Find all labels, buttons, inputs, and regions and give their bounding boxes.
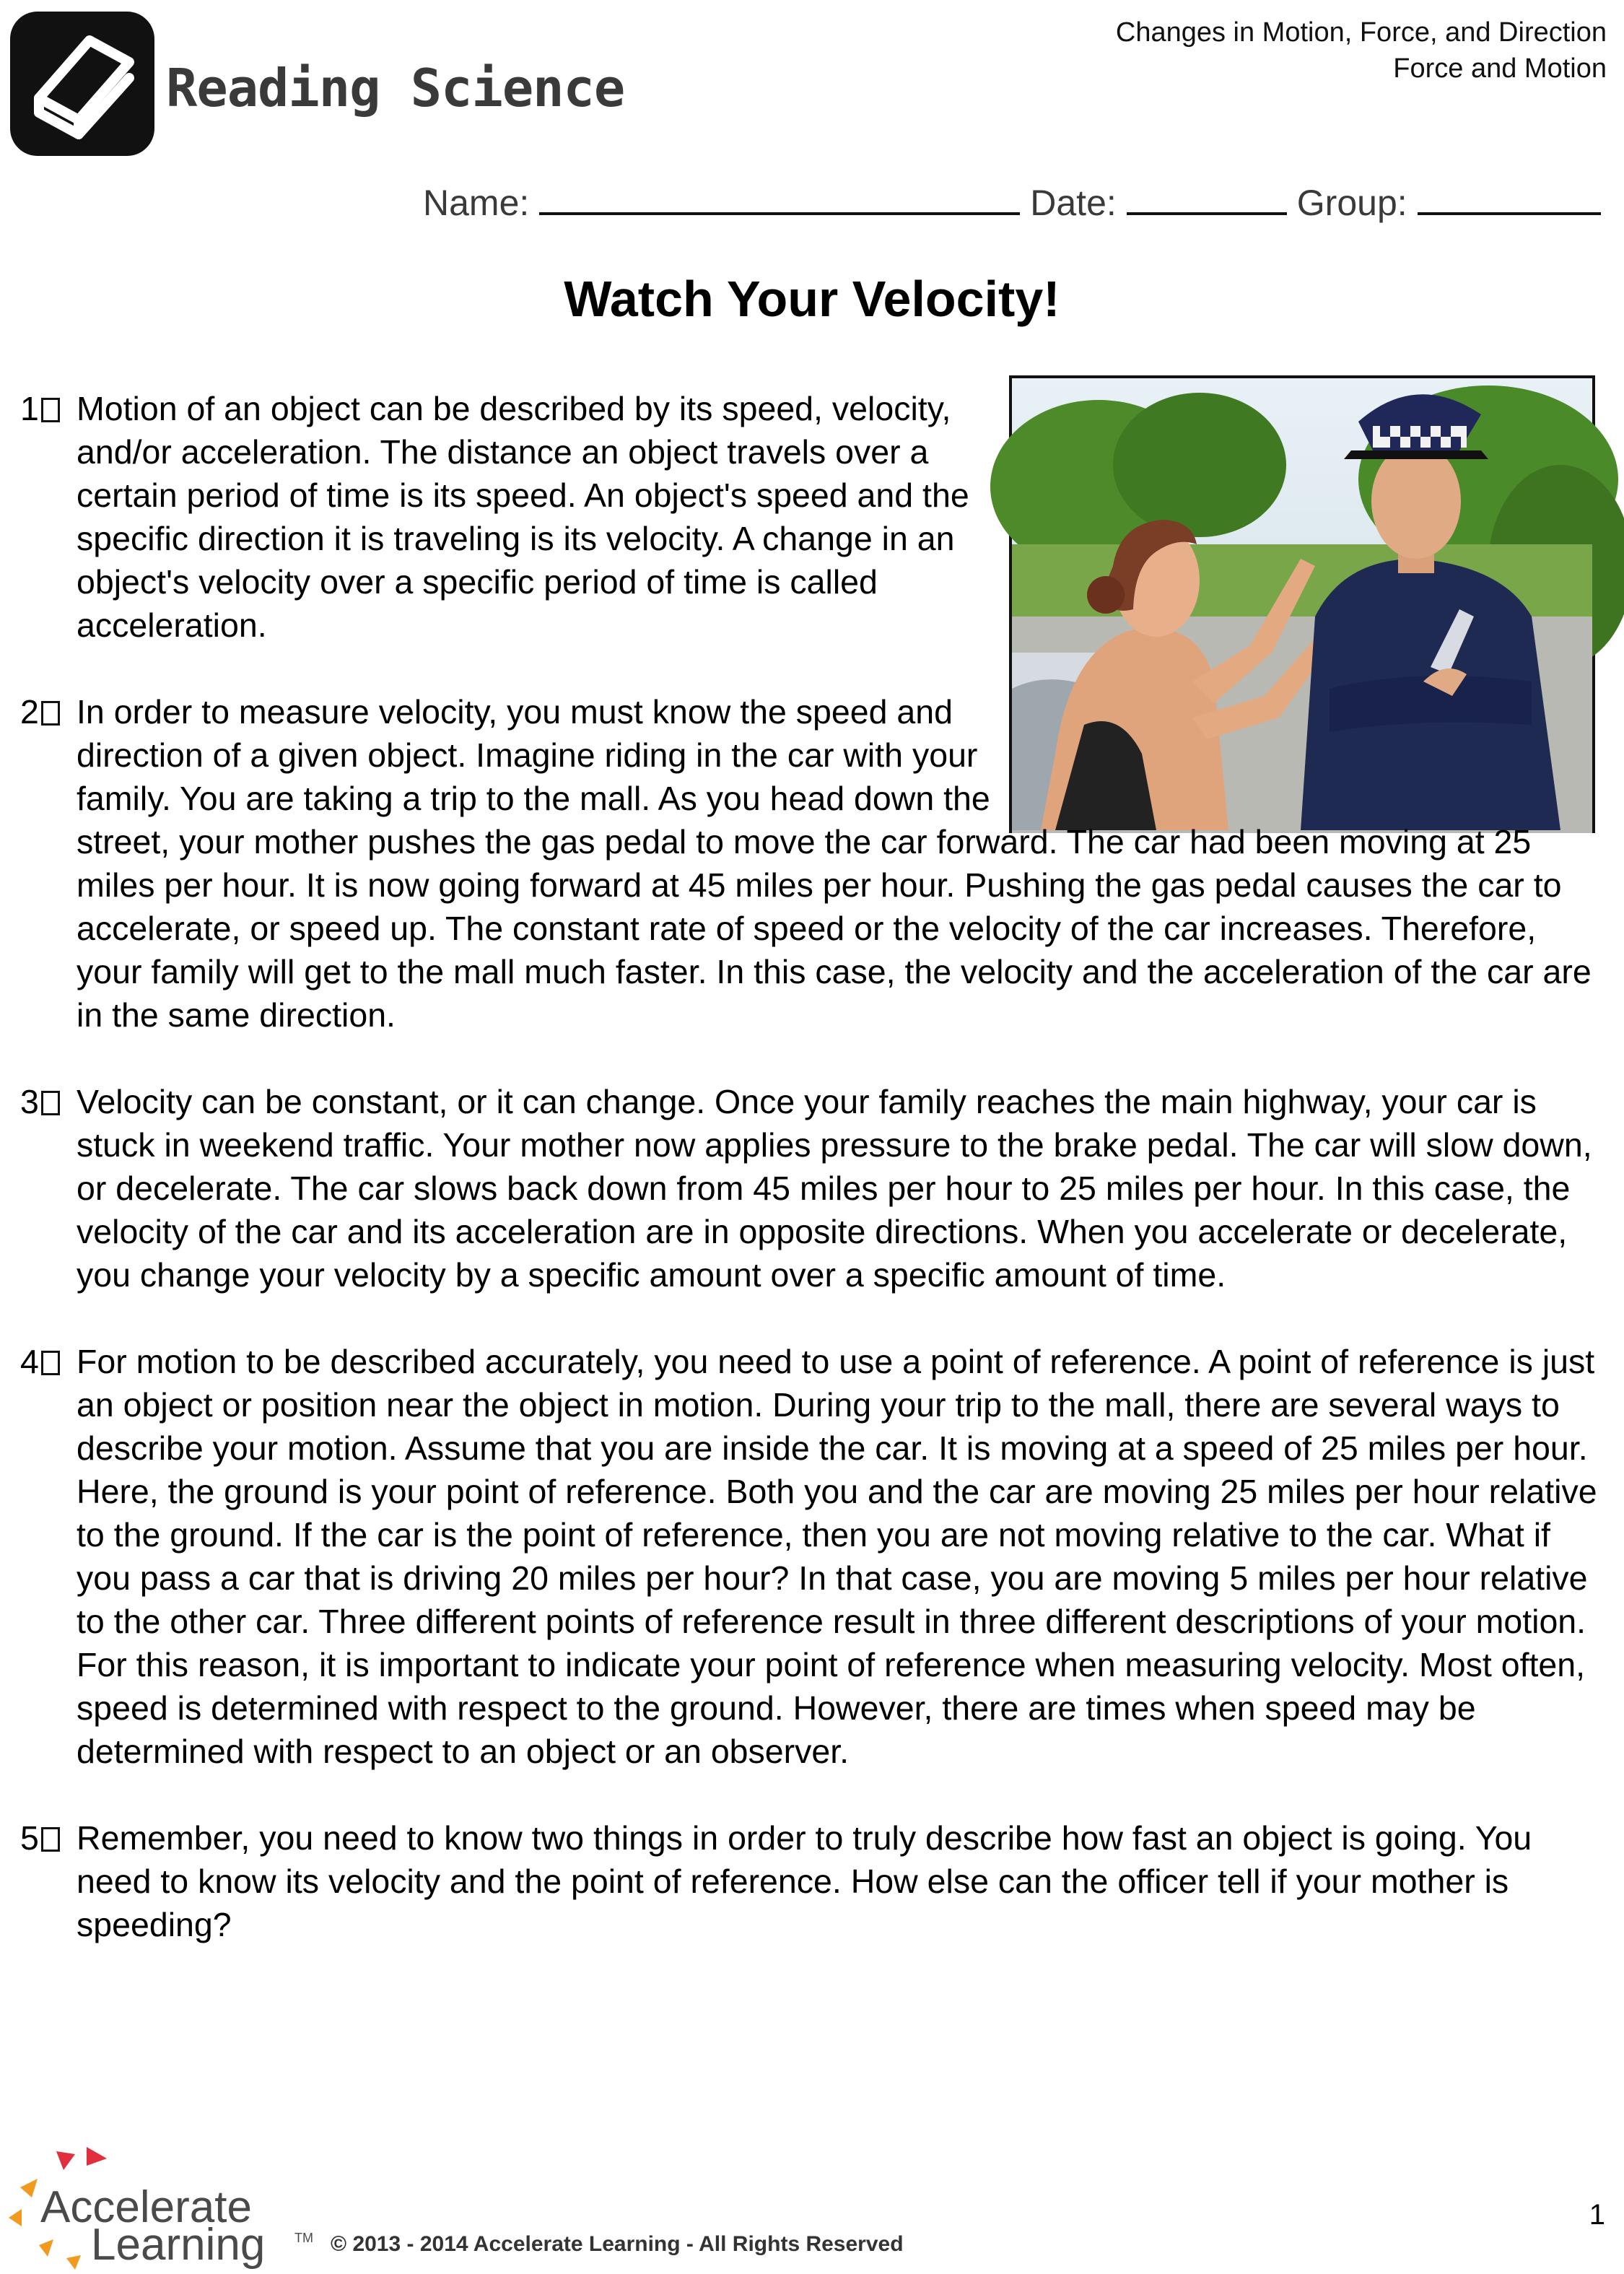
unit-heading	[1116, 14, 1607, 87]
paragraph-1	[20, 387, 1008, 647]
paragraph-text: Velocity can be constant, or it can change. Once your family reaches the main highway, your car is stuck in weekend traffic. Your mother now applies pressure to the brake pedal. The car will slow down, or decelerate. The car slows back down from 45 miles per hour to 25 miles per hour. In this case, the velocity of the car and its acceleration are in opposite directions. When you accelerate or decelerate, you change your velocity by a specific amount over a specific amount of time.	[77, 1083, 1592, 1294]
checkbox-glyph	[41, 1827, 60, 1852]
paragraph-4	[20, 1340, 1605, 1773]
page-title: Watch Your Velocity!	[564, 271, 1060, 327]
brand-title: Reading Science	[166, 58, 625, 118]
checkbox-glyph	[41, 398, 60, 422]
paragraph-text: In order to measure velocity, you must know the speed and direction of a given object. Imagine riding in the car with your family. You are taking a trip to the mall. As you head down the street, your mother pushes the gas pedal to move the car forward. The car had been moving at 25 miles per hour. It is now going forward at 45 miles per hour. Pushing the gas pedal causes the car to accelerate, or speed up. The constant rate of speed or the velocity of the car increases. Therefore, your family will get to the mall much faster. In this case, the velocity and the acceleration of the car are in the same direction.	[77, 693, 1592, 1034]
paragraph-text: Motion of an object can be described by its speed, velocity, and/or acceleration. The distance an object travels over a certain period of time is its speed. An object's speed and the specific direction it is traveling is its velocity. A change in an object's velocity over a specific period of time is called acceleration.	[77, 390, 969, 644]
student-info-line	[423, 182, 1601, 224]
date-field[interactable]	[1127, 183, 1287, 215]
paragraph-number	[20, 690, 60, 733]
image-wrap-spacer	[1013, 690, 1605, 820]
copyright-notice: © 2013 - 2014 Accelerate Learning - All Rights Reserved	[331, 2232, 904, 2256]
accelerate-learning-logo	[6, 2137, 313, 2274]
paragraph-number-text: 4	[20, 1343, 39, 1380]
group-label: Group:	[1296, 183, 1407, 223]
reading-science-book-icon	[10, 12, 154, 156]
paragraph-number	[20, 387, 60, 430]
paragraph-text: For motion to be described accurately, you need to use a point of reference. A point of reference is just an object or position near the object in motion. During your trip to the mall, there are several ways to describe your motion. Assume that you are inside the car. It is moving at a speed of 25 miles per hour. Here, the ground is your point of reference. Both you and the car are moving 25 miles per hour relative to the ground. If the car is the point of reference, then you are not moving relative to the car. What if you pass a car that is driving 20 miles per hour? In that case, you are moving 5 miles per hour relative to the other car. Three different points of reference result in three different descriptions of your motion. For this reason, it is important to indicate your point of reference when measuring velocity. Most often, speed is determined with respect to the ground. However, there are times when speed may be determined with respect to an object or an observer.	[77, 1343, 1597, 1770]
publisher-name-line1: Accelerate	[40, 2182, 252, 2232]
paragraph-number	[20, 1816, 60, 1860]
paragraph-number	[20, 1340, 60, 1383]
page-number: 1	[1589, 2199, 1605, 2231]
checkbox-glyph	[41, 1091, 60, 1115]
paragraph-number	[20, 1080, 60, 1123]
date-label: Date:	[1030, 183, 1117, 223]
paragraph-3	[20, 1080, 1605, 1297]
publisher-name-line2: Learning	[91, 2220, 266, 2270]
paragraph-5	[20, 1816, 1605, 1946]
paragraph-number-text: 1	[20, 390, 39, 427]
article-body	[20, 387, 1605, 1990]
paragraph-number-text: 2	[20, 693, 39, 731]
paragraph-number-text: 3	[20, 1083, 39, 1120]
unit-line-2: Force and Motion	[1393, 53, 1607, 84]
paragraph-text: Remember, you need to know two things in order to truly describe how fast an object is going. You need to know its velocity and the point of reference. How else can the officer tell if your mother is speeding?	[77, 1819, 1532, 1943]
checkbox-glyph	[41, 701, 60, 726]
checkbox-glyph	[41, 1351, 60, 1375]
trademark-mark: TM	[294, 2231, 313, 2245]
group-field[interactable]	[1418, 183, 1601, 215]
name-field[interactable]	[539, 183, 1020, 215]
name-label: Name:	[423, 183, 530, 223]
paragraph-number-text: 5	[20, 1819, 39, 1857]
paragraph-2	[20, 690, 1605, 1037]
unit-line-1: Changes in Motion, Force, and Direction	[1115, 17, 1607, 48]
